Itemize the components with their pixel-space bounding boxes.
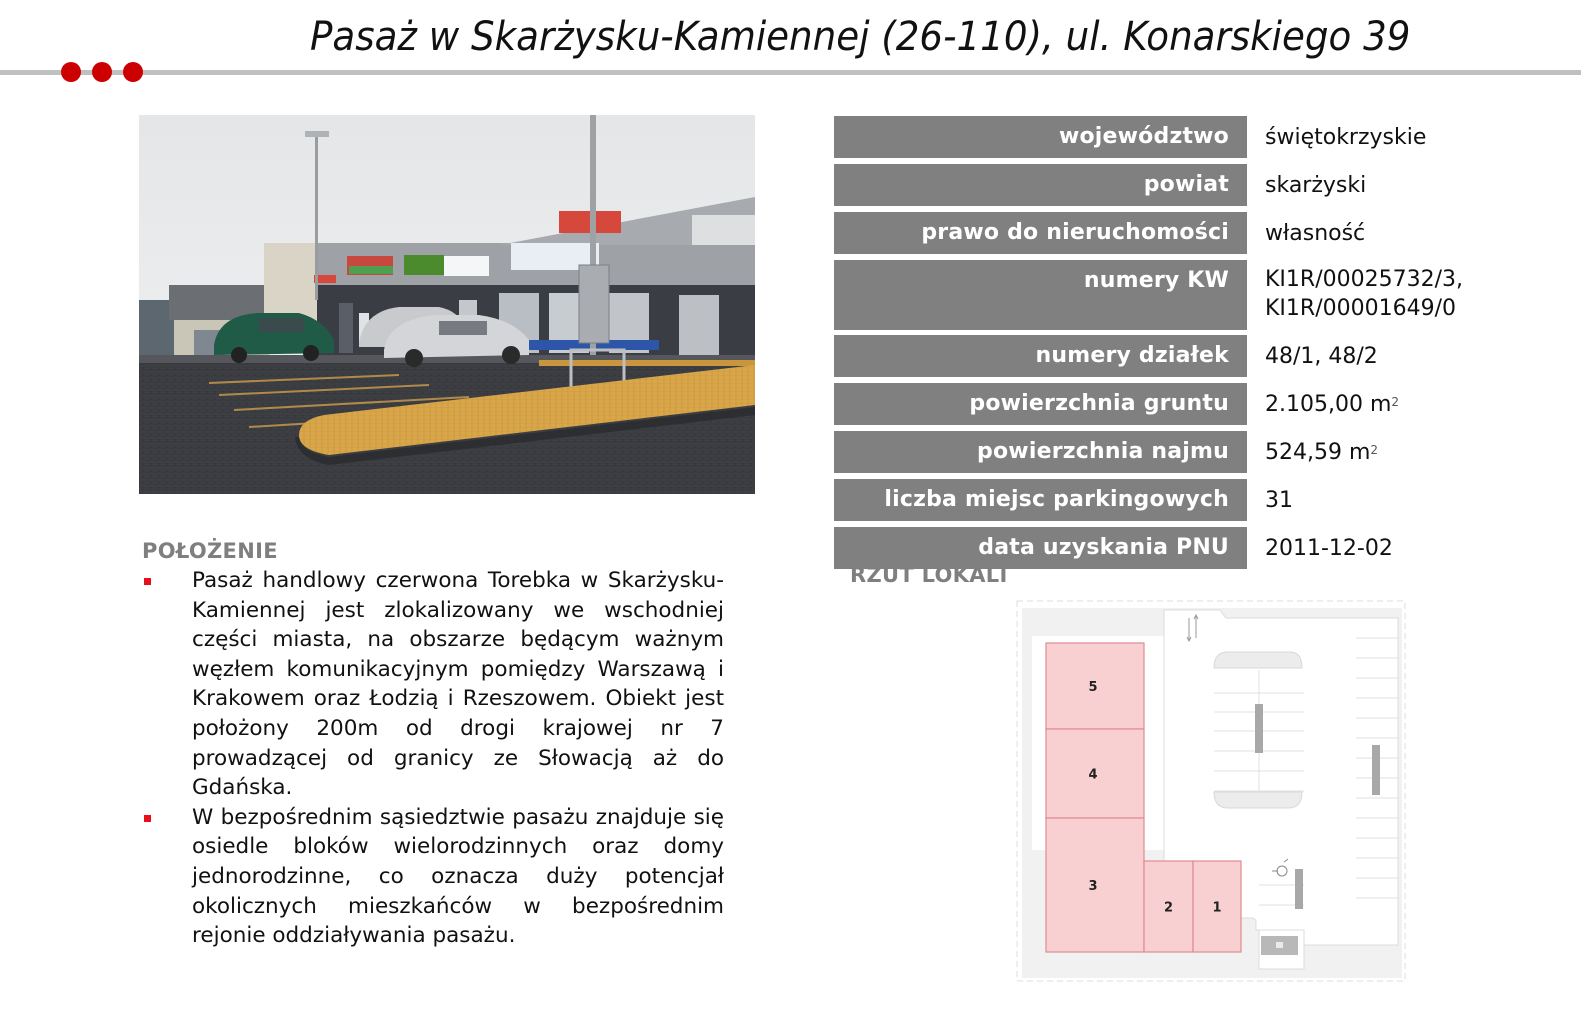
- rental-unit-label: 4: [1088, 767, 1098, 783]
- unit-superscript: 2: [1391, 395, 1400, 409]
- info-label: numery KW: [834, 260, 1247, 330]
- info-value: [1247, 431, 1474, 475]
- parking-sign-icon: [1255, 704, 1263, 753]
- header-rule: [0, 70, 1581, 75]
- info-label: liczba miejsc parkingowych: [834, 479, 1247, 521]
- land-area-value: 2.105,00 m: [1265, 392, 1392, 417]
- info-value: 31: [1265, 488, 1293, 513]
- info-label: powierzchnia gruntu: [834, 383, 1247, 425]
- entrance-marker-dot: [1276, 942, 1283, 948]
- info-value: własność: [1265, 221, 1366, 246]
- info-row-parking: [834, 479, 1474, 523]
- decorative-dot-1: [61, 62, 81, 82]
- info-value: świętokrzyskie: [1265, 125, 1427, 150]
- location-bullet: [142, 566, 724, 803]
- location-heading: POŁOŻENIE: [142, 539, 278, 563]
- floor-plan-drawing: [1016, 600, 1406, 982]
- page-title: Pasaż w Skarżysku-Kamiennej (26-110), ul. Konarskiego 39: [310, 14, 1411, 60]
- property-photo-illustration: [139, 115, 755, 494]
- info-label: data uzyskania PNU: [834, 527, 1247, 569]
- decorative-dot-3: [123, 62, 143, 82]
- bullet-text: W bezpośrednim sąsiedztwie pasażu znajduje się osiedle bloków wielorodzinnych oraz domy jednorodzinne, co oznacza duży potencjał okolicznych mieszkańców w bezpośrednim rejonie oddziaływania pasażu.: [192, 804, 724, 949]
- info-label: numery działek: [834, 335, 1247, 377]
- info-value: 48/1, 48/2: [1265, 344, 1378, 369]
- info-row-land-area: [834, 383, 1474, 427]
- info-label: powierzchnia najmu: [834, 431, 1247, 473]
- bullet-square-icon: [144, 578, 151, 585]
- info-value: [1247, 383, 1474, 427]
- property-info-table: [834, 116, 1474, 575]
- rental-unit-label: 2: [1163, 900, 1174, 916]
- info-value: [1247, 260, 1474, 331]
- info-value: skarżyski: [1265, 173, 1367, 198]
- rental-unit-label: 3: [1088, 879, 1098, 894]
- floor-plan-heading: RZUT LOKALI: [850, 563, 1008, 587]
- info-label: prawo do nieruchomości: [834, 212, 1247, 254]
- unit-superscript: 2: [1370, 443, 1379, 457]
- info-row-land-register: [834, 260, 1474, 331]
- land-register-number-1: KI1R/00025732/3,: [1265, 267, 1463, 292]
- bullet-square-icon: [144, 815, 151, 822]
- info-value: 2011-12-02: [1265, 536, 1393, 561]
- info-row-property-right: [834, 212, 1474, 256]
- location-description: [142, 566, 724, 951]
- land-register-number-2: KI1R/00001649/0: [1265, 296, 1456, 321]
- info-row-voivodeship: [834, 116, 1474, 160]
- rental-unit-label: 1: [1212, 900, 1222, 916]
- rental-unit-label: 5: [1088, 680, 1098, 695]
- parking-sign-icon: [1295, 869, 1303, 909]
- info-row-plots: [834, 335, 1474, 379]
- lease-area-value: 524,59 m: [1265, 440, 1371, 465]
- decorative-dot-2: [92, 62, 112, 82]
- info-label: powiat: [834, 164, 1247, 206]
- info-row-county: [834, 164, 1474, 208]
- floor-plan: [1016, 600, 1406, 982]
- bullet-text: Pasaż handlowy czerwona Torebka w Skarżysku-Kamiennej jest zlokalizowany we wschodniej części miasta, na obszarze będącym ważnym węzłem komunikacyjnym pomiędzy Warszawą i Krakowem oraz Łodzią i Rzeszowem. Obiekt jest położony 200m od drogi krajowej nr 7 prowadzącej od granicy ze Słowacją aż do Gdańska.: [192, 568, 724, 801]
- parking-sign-icon: [1372, 745, 1380, 795]
- info-row-lease-area: [834, 431, 1474, 475]
- location-bullet: [142, 803, 724, 951]
- info-label: województwo: [834, 116, 1247, 158]
- property-photo: [139, 115, 755, 494]
